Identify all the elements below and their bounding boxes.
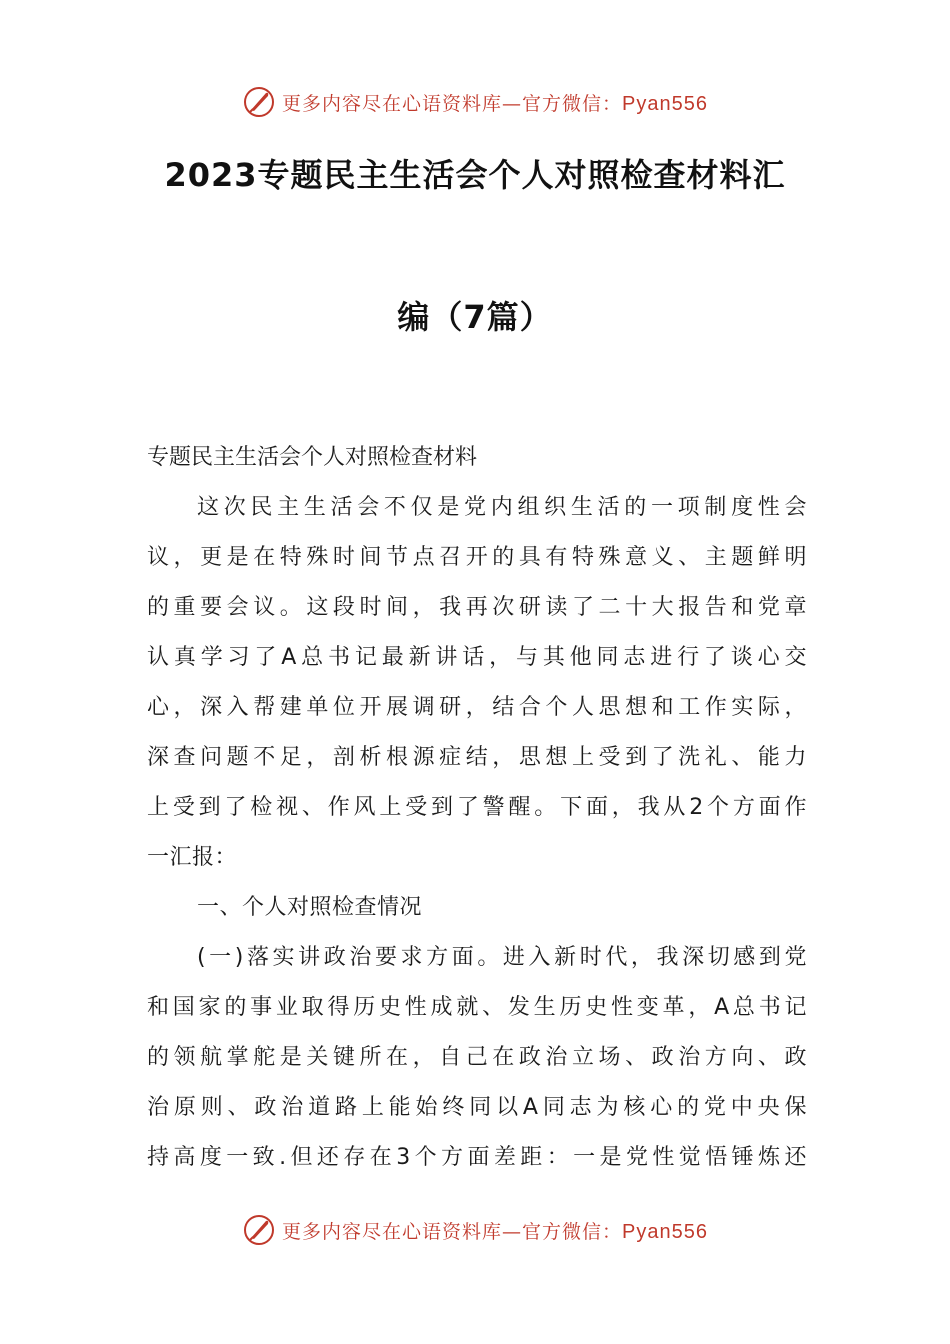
body-line: 这次民主生活会不仅是党内组织生活的一项制度性会	[197, 495, 807, 520]
body-line: 的领航掌舵是关键所在，自己在政治立场、政治方向、政	[147, 1045, 807, 1070]
body-line: 一汇报：	[147, 845, 238, 870]
wechat-id: Pyan556	[622, 92, 708, 115]
body-line: 心，深入帮建单位开展调研，结合个人思想和工作实际，	[147, 695, 807, 720]
body-line: 认真学习了A总书记最新讲话，与其他同志进行了谈心交	[147, 645, 807, 670]
section-subheading: 专题民主生活会个人对照检查材料	[147, 445, 478, 470]
body-line: 的重要会议。这段时间，我再次研读了二十大报告和党章	[147, 595, 807, 620]
wechat-id: Pyan556	[622, 1220, 708, 1243]
quill-pen-logo-icon	[242, 1213, 276, 1247]
body-line: (一)落实讲政治要求方面。进入新时代，我深切感到党	[197, 945, 807, 970]
section-heading: 一、个人对照检查情况	[197, 895, 423, 920]
header-banner	[0, 82, 950, 122]
document-title-line-1: 2023专题民主生活会个人对照检查材料汇	[164, 156, 786, 194]
body-line: 和国家的事业取得历史性成就、发生历史性变革，A总书记	[147, 995, 807, 1020]
quill-pen-logo-icon	[242, 85, 276, 119]
body-line: 深查问题不足，剖析根源症结，思想上受到了洗礼、能力	[147, 745, 807, 770]
body-line: 上受到了检视、作风上受到了警醒。下面，我从2个方面作	[147, 795, 807, 820]
body-line: 议，更是在特殊时间节点召开的具有特殊意义、主题鲜明	[147, 545, 807, 570]
banner-text: 更多内容尽在心语资料库—官方微信：Pyan556	[282, 92, 708, 115]
footer-banner	[0, 1210, 950, 1250]
body-line: 持高度一致.但还存在3个方面差距：一是党性觉悟锤炼还	[147, 1145, 807, 1170]
body-line: 治原则、政治道路上能始终同以A同志为核心的党中央保	[147, 1095, 807, 1120]
banner-text: 更多内容尽在心语资料库—官方微信：Pyan556	[282, 1220, 708, 1243]
document-title-line-2: 编（7篇）	[397, 298, 553, 336]
